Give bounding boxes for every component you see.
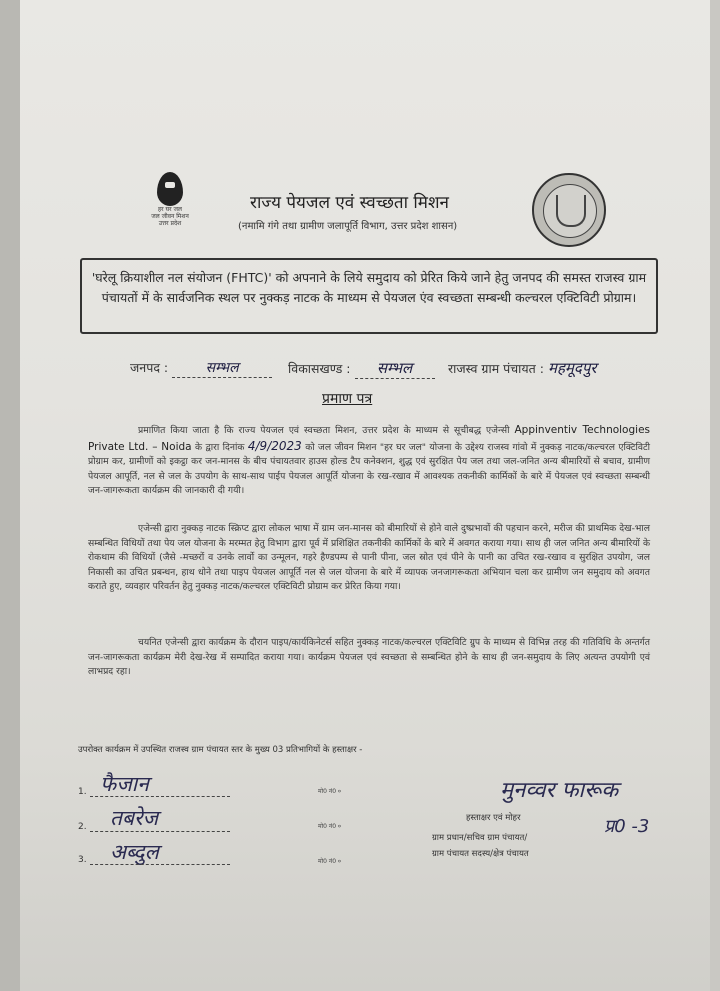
panchayat-field [448, 358, 597, 378]
program-title-box: 'घरेलू क्रियाशील नल संयोजन (FHTC)' को अपनाने के लिये समुदाय को प्रेरित किये जाने हेतु जनपद की समस्त राजस्व ग्राम पंचायतों में के सार्वजनिक स्थल पर नुक्कड़ नाटक के माध्यम से पेयजल एंव स्वच्छता सम्बन्धी कल्चरल एक्टिविटी प्रोग्राम। [80, 258, 658, 334]
date-prefix: के द्वारा दिनांक [195, 441, 245, 453]
para2-text: एजेन्सी द्वारा नुक्कड़ नाटक स्क्रिप्ट द्वारा लोकल भाषा में ग्राम जन-मानस को बीमारियों से होने वाले दुष्प्रभावों की पहचान करने, मरीज की प्राथमिक देख-भाल सम्बन्धित विधियों तथा पेय जल योजना के मरम्मत हेतु विभाग द्वारा पूर्व में प्रशिक्षित तकनीकी कार्मिकों के बारे में अवगत कराया गया। साथ ही जल जनित अन्य बीमारियों के रोकथाम की विधियों (जैसे -मच्छरों व उनके लार्वो का उन्मूलन, गहरे हैण्डपम्प से पानी पीना, जल स्रोत एवं पीने के पानी का उचित रख-रखाव व सुरक्षित उपयोग, जल निकासी का उचित प्रबन्धन, हाथ धोने तथा पाइप पेयजल आपूर्ति नल से जल योजना के बारे में व्यापक जनजागरूकता अभियान चला कर ग्रामीण जन समुदाय को अवगत कराते हुए, व्यवहार परिवर्तन हेतु नुक्कड़ नाटक/कल्चरल एक्टिविटी प्रोग्राम कर प्रेरित किया गया। [88, 523, 650, 593]
mission-title: राज्य पेयजल एवं स्वच्छता मिशन [250, 193, 449, 213]
signature-line [90, 864, 230, 865]
water-tap-icon [157, 172, 183, 206]
para3-text: चयनित एजेन्सी द्वारा कार्यक्रम के दौरान पाइप/कार्यकिनेटर्स सहित नुक्कड़ नाटक/कल्चरल एक्टिविटि ग्रुप के माध्यम से विभिन्न तरह की गतिविधि के अन्तर्गत जन-जागरूकता कार्यक्रम मेरी देख-रेख में सम्पादित कराया गया। कार्यक्रम पेयजल एवं स्वच्छता से सम्बन्धित होने के साथ ही जन-समुदाय के लिए अत्यन्त उपयोगी एवं लाभप्रद रहा। [88, 637, 650, 678]
participant-signature: तबरेज [110, 806, 159, 830]
participant-mobile-label: मो0 नं0 ० [318, 788, 342, 795]
pradhan-stamp-line: हस्ताक्षर एवं मोहर [466, 813, 521, 823]
date-value: 4/9/2023 [247, 438, 302, 453]
participant-number: 1. [78, 787, 87, 797]
panchayat-member-line: ग्राम पंचायत सदस्य/क्षेत्र पंचायत [432, 849, 529, 859]
para1-rest: को जल जीवन मिशन "हर घर जल" योजना के उद्देश्य राजस्व गांवो में नुक्कड़ नाटक/कल्चरल एक्टिविटी प्रोग्राम कर, ग्रामीणों को इकट्ठा कर जन-मानस के बीच पंचायतवार हाउस होल्ड टैप कनेक्शन, शुद्ध एवं सुरक्षित पेय जल तथा जल-जनित अन्य बीमारियों से बचाव, ग्रामीण पेयजल आपूर्ति, नल से जल के उपयोग के साथ-साथ पाईप पेयजल आपूर्ति योजना के रख-रखाव में आवश्यक तकनीकी कार्मिकों के बारे में पेयजल एवं स्वच्छता सम्बन्धी जन-जागरूकता कार्यक्रम की जानकारी दी गयी। [88, 441, 651, 497]
participant-number: 3. [78, 855, 87, 865]
agency-name: Appinventiv Technologies Private Ltd. – Noida [88, 424, 650, 453]
signature-line [90, 831, 230, 832]
pradhan-signature: मुनव्वर फारूक [500, 778, 619, 803]
pradhan-note: प्र0 -3 [604, 816, 650, 837]
har-ghar-jal-logo [140, 172, 200, 242]
signature-line [90, 796, 230, 797]
para1-intro: प्रमाणित किया जाता है कि राज्य पेयजल एवं स्वच्छता मिशन, उत्तर प्रदेश के माध्यम से सूचीबद्ध एजेन्सी [138, 425, 510, 436]
block-field [288, 358, 435, 379]
block-label: विकासखण्ड : [288, 361, 351, 376]
district-label: जनपद : [130, 360, 169, 375]
emblem-bow-icon [556, 195, 586, 227]
participant-mobile-label: मो0 नं0 ० [318, 823, 342, 830]
certificate-paragraph-1 [88, 423, 650, 499]
block-value: सम्भल [355, 358, 435, 379]
participant-number: 2. [78, 822, 87, 832]
certificate-heading: प्रमाण पत्र [322, 391, 373, 407]
certificate-paragraph-3 [88, 636, 650, 680]
district-value: सम्भल [172, 358, 272, 378]
panchayat-value: महमूदपुर [547, 359, 597, 377]
mission-subtitle: (नमामि गंगे तथा ग्रामीण जलापूर्ति विभाग, उत्तर प्रदेश शासन) [238, 221, 458, 232]
district-field [130, 358, 272, 378]
pradhan-role-line: ग्राम प्रधान/सचिव ग्राम पंचायत/ [432, 833, 528, 843]
up-government-seal [532, 173, 606, 247]
panchayat-label: राजस्व ग्राम पंचायत : [448, 361, 544, 376]
participant-mobile-label: मो0 नं0 ० [318, 858, 342, 865]
participant-signature: फैजान [100, 772, 149, 796]
left-logo-text: हर घर जल जल जीवन मिशन उत्तर प्रदेश [151, 206, 189, 227]
participants-intro: उपरोक्त कार्यक्रम में उपस्थित राजस्व ग्राम पंचायत स्तर के मुख्य 03 प्रतिभागियों के हस्ताक्षर - [78, 745, 363, 755]
certificate-paragraph-2 [88, 522, 650, 595]
participant-signature: अब्दुल [110, 840, 159, 864]
page-edge-shadow [0, 0, 22, 991]
